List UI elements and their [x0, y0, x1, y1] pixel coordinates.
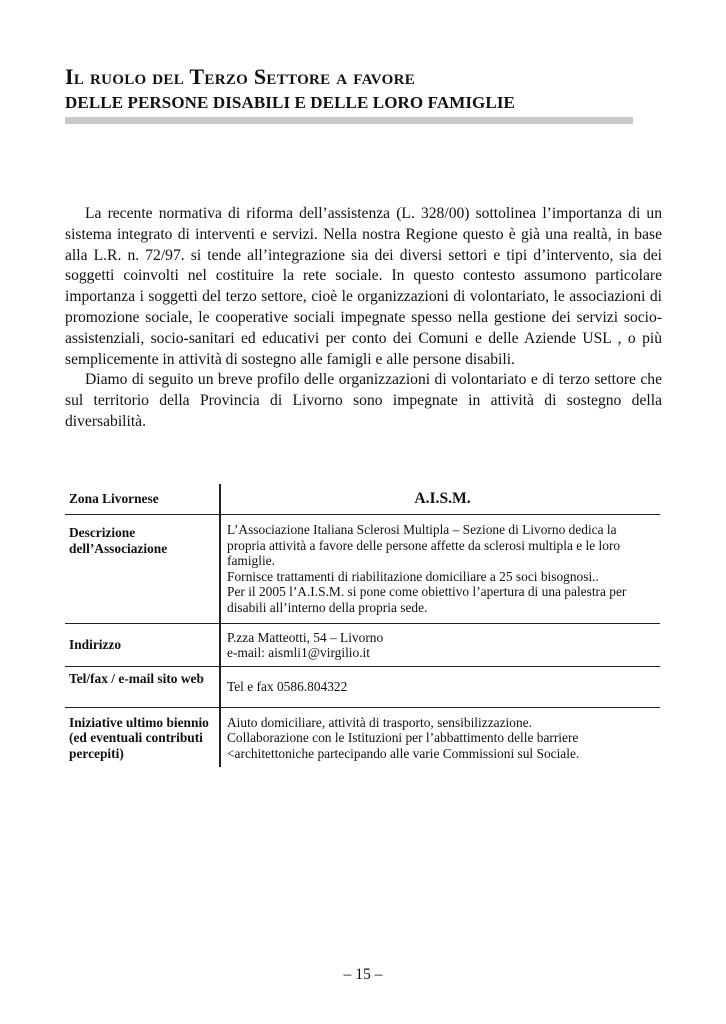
- initiatives-line: Aiuto domiciliare, attività di trasporto, sensibilizzazione.: [227, 714, 532, 730]
- association-info-table: [65, 484, 660, 767]
- description-line: Per il 2005 l’A.I.S.M. si pone come obiettivo l’apertura di una palestra per disabili all’interno della propria sede.: [227, 584, 627, 615]
- intro-text: [65, 204, 662, 433]
- table-row: [65, 515, 660, 624]
- table-row: [65, 623, 660, 666]
- title-underline-rule: [65, 117, 633, 124]
- contact-value: Tel e fax 0586.804322: [220, 666, 660, 707]
- zone-label: Zona Livornese: [65, 484, 220, 515]
- page-title: Il ruolo del Terzo Settore a favore: [65, 64, 416, 89]
- description-line: L’Associazione Italiana Sclerosi Multipla – Sezione di Livorno dedica la propria attività a favore delle persone affette da sclerosi multipla e le loro famiglie.: [227, 522, 621, 569]
- address-label: Indirizzo: [65, 623, 220, 666]
- initiatives-label: Iniziative ultimo biennio (ed eventuali contributi percepiti): [65, 707, 220, 766]
- description-line: Fornisce trattamenti di riabilitazione domiciliare a 25 soci bisognosi..: [227, 568, 599, 584]
- description-value: [220, 515, 660, 624]
- table-row: [65, 666, 660, 707]
- intro-paragraph: La recente normativa di riforma dell’assistenza (L. 328/00) sottolinea l’importanza di un sistema integrato di interventi e servizi. Nella nostra Regione questo è già una realtà, in base alla L.R. n. 72/97. si tende all’integrazione sia dei diversi settori e tipi d’intervento, sia dei soggetti coinvolti nel costituire la rete sociale. In questo contesto assumono particolare importanza i soggetti del terzo settore, cioè le organizzazioni di volontariato, le associazioni di promozione sociale, le cooperative sociali impegnate spesso nella gestione dei servizi socio-assistenziali, socio-sanitari ed educativi per conto dei Comuni e delle Aziende USL , o più semplicemente in attività di sostegno alle famigli e alle persone disabili.: [65, 205, 662, 368]
- address-value: [220, 623, 660, 666]
- email-address: e-mail: aismli1@virgilio.it: [227, 645, 371, 661]
- initiatives-line: Collaborazione con le Istituzioni per l’abbattimento delle barriere <architettoniche partecipando alle varie Commissioni sul Sociale.: [227, 730, 580, 761]
- description-label: Descrizione dell’Associazione: [65, 515, 220, 624]
- page-title-block: [65, 62, 633, 124]
- initiatives-value: [220, 707, 660, 766]
- page-subtitle: DELLE PERSONE DISABILI E DELLE LORO FAMIGLIE: [65, 93, 515, 112]
- association-name: A.I.S.M.: [220, 484, 660, 515]
- street-address: P.zza Matteotti, 54 – Livorno: [227, 629, 384, 645]
- table-row: [65, 707, 660, 766]
- page-number: – 15 –: [343, 966, 383, 983]
- contact-label: Tel/fax / e-mail sito web: [65, 666, 220, 707]
- table-header-row: [65, 484, 660, 515]
- intro-paragraph: Diamo di seguito un breve profilo delle organizzazioni di volontariato e di terzo settore che sul territorio della Provincia di Livorno sono impegnate in attività di sostegno della diversabilità.: [65, 371, 662, 430]
